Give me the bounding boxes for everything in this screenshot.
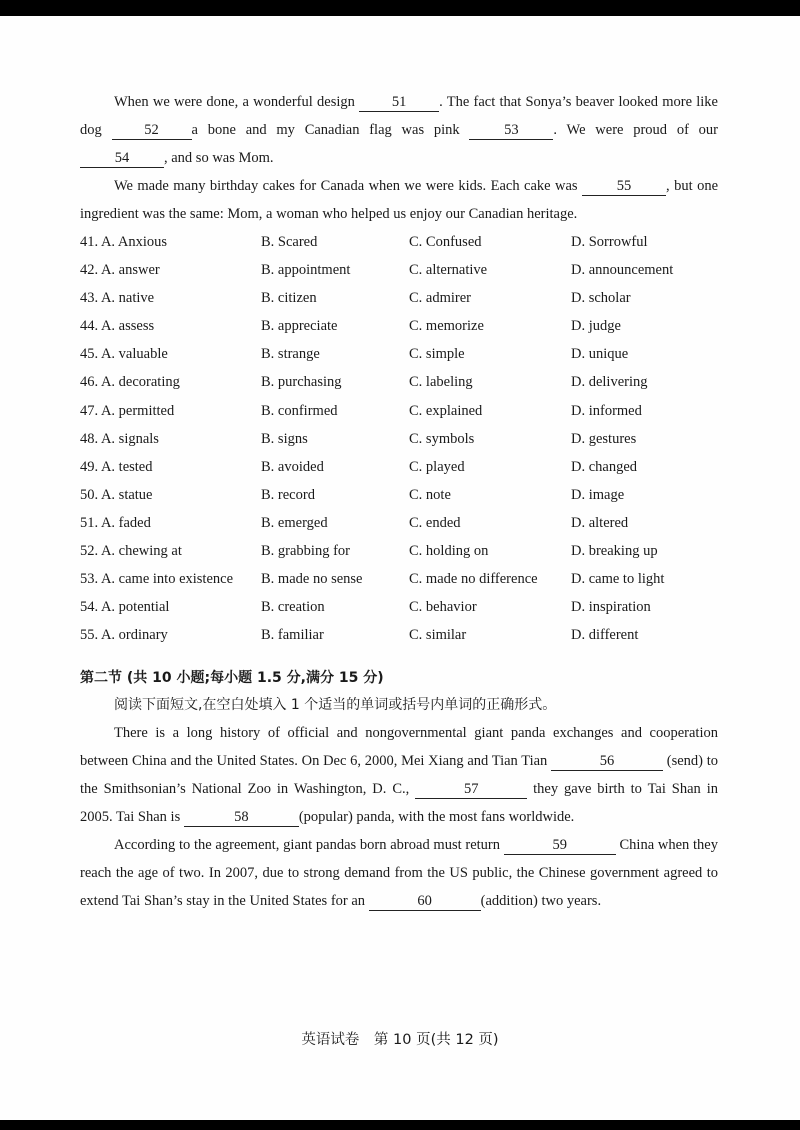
option-row	[80, 621, 718, 649]
text: , but one ingredient was the same: Mom, a woman who helped us enjoy our Canadian heritage.	[80, 178, 719, 222]
option-choice-a[interactable]: 49. A. tested	[80, 458, 153, 475]
section-2-title: 第二节 (共 10 小题;每小题 1.5 分,满分 15 分)	[80, 670, 384, 687]
option-choice-c[interactable]: C. labeling	[409, 374, 473, 391]
option-choice-c[interactable]: C. alternative	[409, 262, 488, 279]
option-choice-a[interactable]: 46. A. decorating	[80, 374, 180, 391]
text: China when they reach the age of two. In 2007, due to strong demand from the US public, the Chinese government agreed to extend Tai Shan’s stay in the United States for an	[80, 837, 718, 910]
option-row	[80, 397, 718, 425]
option-choice-d[interactable]: D. inspiration	[571, 599, 651, 616]
option-choice-b[interactable]: B. strange	[261, 346, 320, 363]
option-row	[80, 537, 718, 565]
option-choice-c[interactable]: C. similar	[409, 627, 467, 644]
text: (addition) two years.	[480, 893, 602, 910]
option-choice-b[interactable]: B. appreciate	[261, 318, 338, 335]
option-row	[80, 284, 718, 312]
option-row	[80, 368, 718, 396]
option-choice-a[interactable]: 53. A. came into existence	[80, 571, 234, 588]
option-row	[80, 565, 718, 593]
option-choice-c[interactable]: C. memorize	[409, 318, 484, 335]
option-row	[80, 256, 718, 284]
text: When we were done, a wonderful design	[114, 94, 360, 110]
option-choice-a[interactable]: 43. A. native	[80, 290, 155, 307]
text: We made many birthday cakes for Canada when we were kids. Each cake was	[114, 178, 583, 194]
option-choice-a[interactable]: 51. A. faded	[80, 514, 151, 531]
option-choice-b[interactable]: B. emerged	[261, 514, 328, 531]
exam-page	[80, 88, 718, 915]
text: a bone and my Canadian flag was pink	[191, 122, 470, 138]
option-choice-a[interactable]: 47. A. permitted	[80, 402, 175, 419]
text: they gave birth to Tai Shan in 2005. Tai Shan is	[80, 781, 719, 826]
option-choice-d[interactable]: D. different	[571, 627, 639, 644]
option-choice-b[interactable]: B. appointment	[261, 262, 351, 279]
blank-52[interactable]: 52	[112, 121, 192, 140]
blank-54[interactable]: 54	[80, 149, 164, 168]
option-row	[80, 453, 718, 481]
option-choice-a[interactable]: 44. A. assess	[80, 318, 155, 335]
option-choice-a[interactable]: 48. A. signals	[80, 430, 159, 447]
option-choice-a[interactable]: 54. A. potential	[80, 599, 170, 616]
option-choice-c[interactable]: C. Confused	[409, 234, 482, 250]
passage-paragraph-2	[80, 172, 718, 228]
option-choice-d[interactable]: D. unique	[571, 346, 629, 363]
option-choice-b[interactable]: B. citizen	[261, 290, 317, 307]
text: , and so was Mom.	[164, 150, 274, 166]
option-choice-b[interactable]: B. signs	[261, 430, 308, 447]
blank-56[interactable]: 56	[551, 752, 663, 771]
option-row	[80, 481, 718, 509]
text: . We were proud of our	[553, 122, 719, 138]
option-choice-d[interactable]: D. image	[571, 486, 625, 503]
option-choice-d[interactable]: D. scholar	[571, 290, 631, 307]
text: According to the agreement, giant pandas born abroad must return	[114, 837, 504, 854]
option-choice-d[interactable]: D. came to light	[571, 571, 665, 588]
text: (popular) panda, with the most fans worldwide.	[298, 809, 575, 826]
blank-51[interactable]: 51	[359, 93, 439, 112]
blank-53[interactable]: 53	[469, 121, 553, 140]
option-choice-c[interactable]: C. note	[409, 486, 451, 503]
option-choice-b[interactable]: B. grabbing for	[261, 543, 350, 560]
bottom-black-bar	[0, 1120, 800, 1130]
option-choice-c[interactable]: C. behavior	[409, 599, 477, 616]
panda-paragraph-2	[80, 831, 718, 915]
passage-paragraph-1	[80, 88, 718, 172]
option-choice-c[interactable]: C. holding on	[409, 543, 489, 560]
option-choice-c[interactable]: C. made no difference	[409, 571, 538, 588]
blank-60[interactable]: 60	[369, 892, 481, 911]
blank-57[interactable]: 57	[415, 780, 527, 799]
option-choice-c[interactable]: C. ended	[409, 514, 461, 531]
option-choice-a[interactable]: 50. A. statue	[80, 486, 153, 503]
section-2-instruction: 阅读下面短文,在空白处填入 1 个适当的单词或括号内单词的正确形式。	[114, 697, 557, 714]
blank-58[interactable]: 58	[184, 808, 299, 827]
option-row	[80, 340, 718, 368]
option-choice-b[interactable]: B. confirmed	[261, 402, 338, 419]
option-choice-d[interactable]: D. announcement	[571, 262, 674, 279]
option-choice-d[interactable]: D. altered	[571, 514, 629, 531]
page-footer: 英语试卷 第 10 页(共 12 页)	[301, 1032, 499, 1048]
option-choice-a[interactable]: 45. A. valuable	[80, 346, 168, 363]
blank-59[interactable]: 59	[504, 836, 616, 855]
option-choice-d[interactable]: D. informed	[571, 402, 642, 419]
option-choice-c[interactable]: C. simple	[409, 346, 465, 363]
options-table	[80, 228, 718, 649]
option-choice-b[interactable]: B. made no sense	[261, 571, 363, 588]
option-row	[80, 312, 718, 340]
option-choice-c[interactable]: C. explained	[409, 402, 483, 419]
text: There is a long history of official and nongovernmental giant panda exchanges and cooperation between China and the United States. On Dec 6, 2000, Mei Xiang and Tian Tian	[80, 725, 718, 770]
option-choice-b[interactable]: B. record	[261, 486, 315, 503]
option-choice-d[interactable]: D. Sorrowful	[571, 234, 648, 250]
panda-paragraph-1	[80, 719, 718, 831]
option-row	[80, 593, 718, 621]
option-choice-b[interactable]: B. Scared	[261, 234, 318, 250]
option-choice-d[interactable]: D. delivering	[571, 374, 648, 391]
option-choice-a[interactable]: 41. A. Anxious	[80, 234, 168, 250]
option-choice-d[interactable]: D. judge	[571, 318, 621, 335]
option-choice-d[interactable]: D. gestures	[571, 430, 637, 447]
option-choice-c[interactable]: C. admirer	[409, 290, 472, 307]
option-choice-b[interactable]: B. creation	[261, 599, 325, 616]
option-choice-a[interactable]: 52. A. chewing at	[80, 543, 182, 560]
option-choice-d[interactable]: D. breaking up	[571, 543, 658, 560]
text: (send) to the Smithsonian’s National Zoo in Washington, D. C.,	[80, 753, 719, 798]
option-row	[80, 509, 718, 537]
blank-55[interactable]: 55	[582, 177, 666, 196]
option-choice-a[interactable]: 55. A. ordinary	[80, 627, 168, 644]
text: . The fact that Sonya’s beaver looked more like dog	[80, 94, 718, 138]
option-choice-c[interactable]: C. symbols	[409, 430, 475, 447]
option-choice-b[interactable]: B. familiar	[261, 627, 324, 644]
option-choice-a[interactable]: 42. A. answer	[80, 262, 160, 279]
top-black-bar	[0, 0, 800, 16]
option-choice-b[interactable]: B. purchasing	[261, 374, 342, 391]
option-row	[80, 425, 718, 453]
option-choice-b[interactable]: B. avoided	[261, 458, 324, 475]
option-choice-c[interactable]: C. played	[409, 458, 465, 475]
option-choice-d[interactable]: D. changed	[571, 458, 638, 475]
option-row	[80, 228, 718, 256]
